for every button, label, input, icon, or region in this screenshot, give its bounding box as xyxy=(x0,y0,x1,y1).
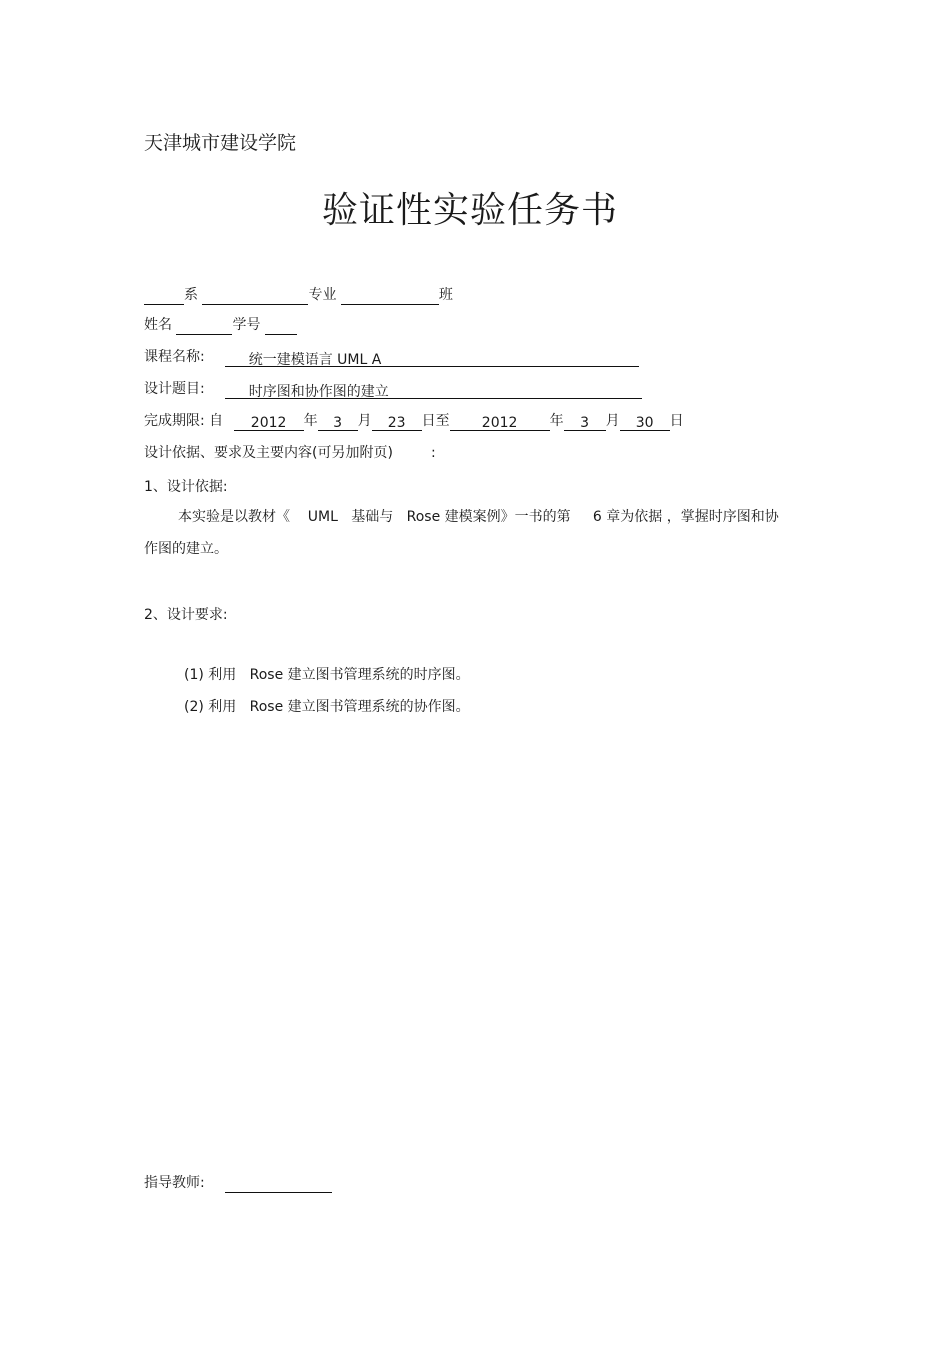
course-value: 统一建模语言 UML A xyxy=(225,350,639,367)
basis-colon: : xyxy=(430,445,436,461)
start-year: 2012 xyxy=(234,413,304,431)
end-month-label: 月 xyxy=(605,413,620,429)
from-label: 自 xyxy=(209,413,224,429)
advisor-blank[interactable] xyxy=(225,1175,332,1193)
dept-major-class-row xyxy=(144,285,453,305)
name-label: 姓名 xyxy=(144,317,172,333)
start-month-label: 月 xyxy=(357,413,372,429)
requirement-item-1: (1) 利用 Rose 建立图书管理系统的时序图。 xyxy=(184,667,470,683)
requirement-item-2: (2) 利用 Rose 建立图书管理系统的协作图。 xyxy=(184,699,470,715)
start-month: 3 xyxy=(318,413,358,431)
class-suffix: 班 xyxy=(438,287,453,303)
major-blank[interactable] xyxy=(202,287,308,305)
name-id-row xyxy=(144,315,297,335)
school-name: 天津城市建设学院 xyxy=(144,132,297,154)
class-blank[interactable] xyxy=(341,287,439,305)
end-month: 3 xyxy=(564,413,606,431)
section1-para-line1: 本实验是以教材《 UML 基础与 Rose 建模案例》一书的第 6 章为依据 ，掌握时序图和协 xyxy=(178,509,779,525)
student-id-blank[interactable] xyxy=(265,317,297,335)
end-year-label: 年 xyxy=(549,413,564,429)
day-to-label: 日至 xyxy=(421,413,450,429)
end-year: 2012 xyxy=(450,413,550,431)
basis-heading: 设计依据、要求及主要内容(可另加附页) xyxy=(144,445,393,461)
period-row xyxy=(144,411,684,431)
advisor-row xyxy=(144,1173,332,1193)
course-row xyxy=(144,347,639,367)
major-label: 专业 xyxy=(308,287,337,303)
period-label: 完成期限: xyxy=(144,413,205,429)
section1-para-line2: 作图的建立。 xyxy=(144,541,228,557)
advisor-label: 指导教师: xyxy=(144,1175,205,1191)
dept-suffix: 系 xyxy=(184,287,198,303)
topic-label: 设计题目: xyxy=(144,381,205,397)
name-blank[interactable] xyxy=(176,317,232,335)
topic-value: 时序图和协作图的建立 xyxy=(225,382,642,399)
document-title: 验证性实验任务书 xyxy=(321,190,618,231)
section1-heading: 1、设计依据: xyxy=(144,479,228,495)
topic-row xyxy=(144,379,642,399)
end-day-label: 日 xyxy=(669,413,684,429)
start-day: 23 xyxy=(372,413,422,431)
student-id-label: 学号 xyxy=(232,317,261,333)
course-label: 课程名称: xyxy=(144,349,205,365)
section2-heading: 2、设计要求: xyxy=(144,607,228,623)
dept-blank[interactable] xyxy=(144,287,184,305)
basis-heading-row xyxy=(144,443,436,463)
start-year-label: 年 xyxy=(303,413,318,429)
end-day: 30 xyxy=(620,413,670,431)
